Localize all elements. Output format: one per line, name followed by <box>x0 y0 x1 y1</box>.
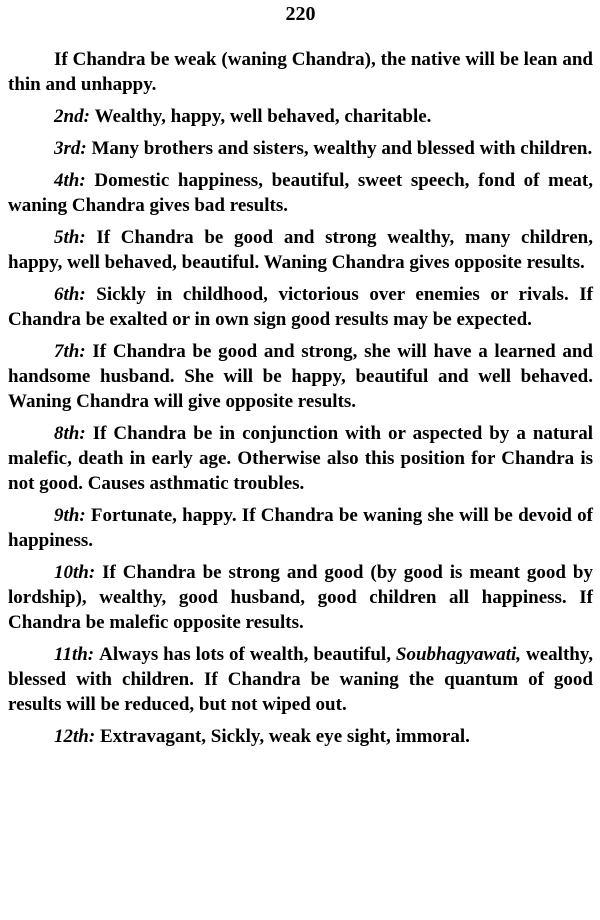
house-9-paragraph <box>8 503 593 553</box>
house-text: Domestic happiness, beautiful, sweet speech, fond of meat, waning Chandra gives bad results. <box>8 170 594 216</box>
house-text: Sickly in childhood, victorious over enemies or rivals. If Chandra be exalted or in own sign good results may be expected. <box>8 284 594 330</box>
house-label: 11th: <box>54 644 95 665</box>
house-text: If Chandra be good and strong wealthy, many children, happy, well behaved, beautiful. Waning Chandra gives opposite results. <box>8 227 594 273</box>
house-12-paragraph <box>8 724 593 749</box>
house-label: 9th: <box>54 505 86 526</box>
house-text: Many brothers and sisters, wealthy and blessed with children. <box>91 138 593 159</box>
house-label: 5th: <box>54 227 86 248</box>
house-4-paragraph <box>8 168 593 218</box>
house-8-paragraph <box>8 421 593 496</box>
house-label: 12th: <box>54 726 96 747</box>
house-label: 3rd: <box>54 138 87 159</box>
house-3-paragraph <box>8 136 593 161</box>
house-11-paragraph <box>8 642 593 717</box>
house-text: Wealthy, happy, well behaved, charitable. <box>94 106 432 127</box>
house-text: Always has lots of wealth, beautiful, <box>99 644 391 665</box>
house-text: If Chandra be in conjunction with or aspected by a natural malefic, death in early age. Otherwise also this position for Chandra is not good. Causes asthmatic troubles. <box>8 423 593 494</box>
house-label: 8th: <box>54 423 86 444</box>
house-text: If Chandra be strong and good (by good is meant good by lordship), wealthy, good husband, good children all happiness. If Chandra be malefic opposite results. <box>8 562 593 633</box>
house-7-paragraph <box>8 339 593 414</box>
house-text: Extravagant, Sickly, weak eye sight, immoral. <box>99 726 470 747</box>
house-label: 10th: <box>54 562 96 583</box>
house-label: 4th: <box>54 170 86 191</box>
house-6-paragraph <box>8 282 593 332</box>
intro-paragraph: If Chandra be weak (waning Chandra), the native will be lean and thin and unhappy. <box>8 49 593 95</box>
house-10-paragraph <box>8 560 593 635</box>
house-text: wealthy, blessed with children. If Chandra be waning the quantum of good results will be reduced, but not wiped out. <box>8 644 594 715</box>
house-text-italic: Soubhagyawati, <box>395 644 522 665</box>
house-label: 6th: <box>54 284 86 305</box>
house-text: Fortunate, happy. If Chandra be waning she will be devoid of happiness. <box>8 505 593 551</box>
page-number: 220 <box>285 3 316 25</box>
house-text: If Chandra be good and strong, she will have a learned and handsome husband. She will be happy, beautiful and well behaved. Waning Chandra will give opposite results. <box>8 341 594 412</box>
house-label: 7th: <box>54 341 86 362</box>
house-2-paragraph <box>8 104 593 129</box>
house-label: 2nd: <box>54 106 90 127</box>
house-5-paragraph <box>8 225 593 275</box>
